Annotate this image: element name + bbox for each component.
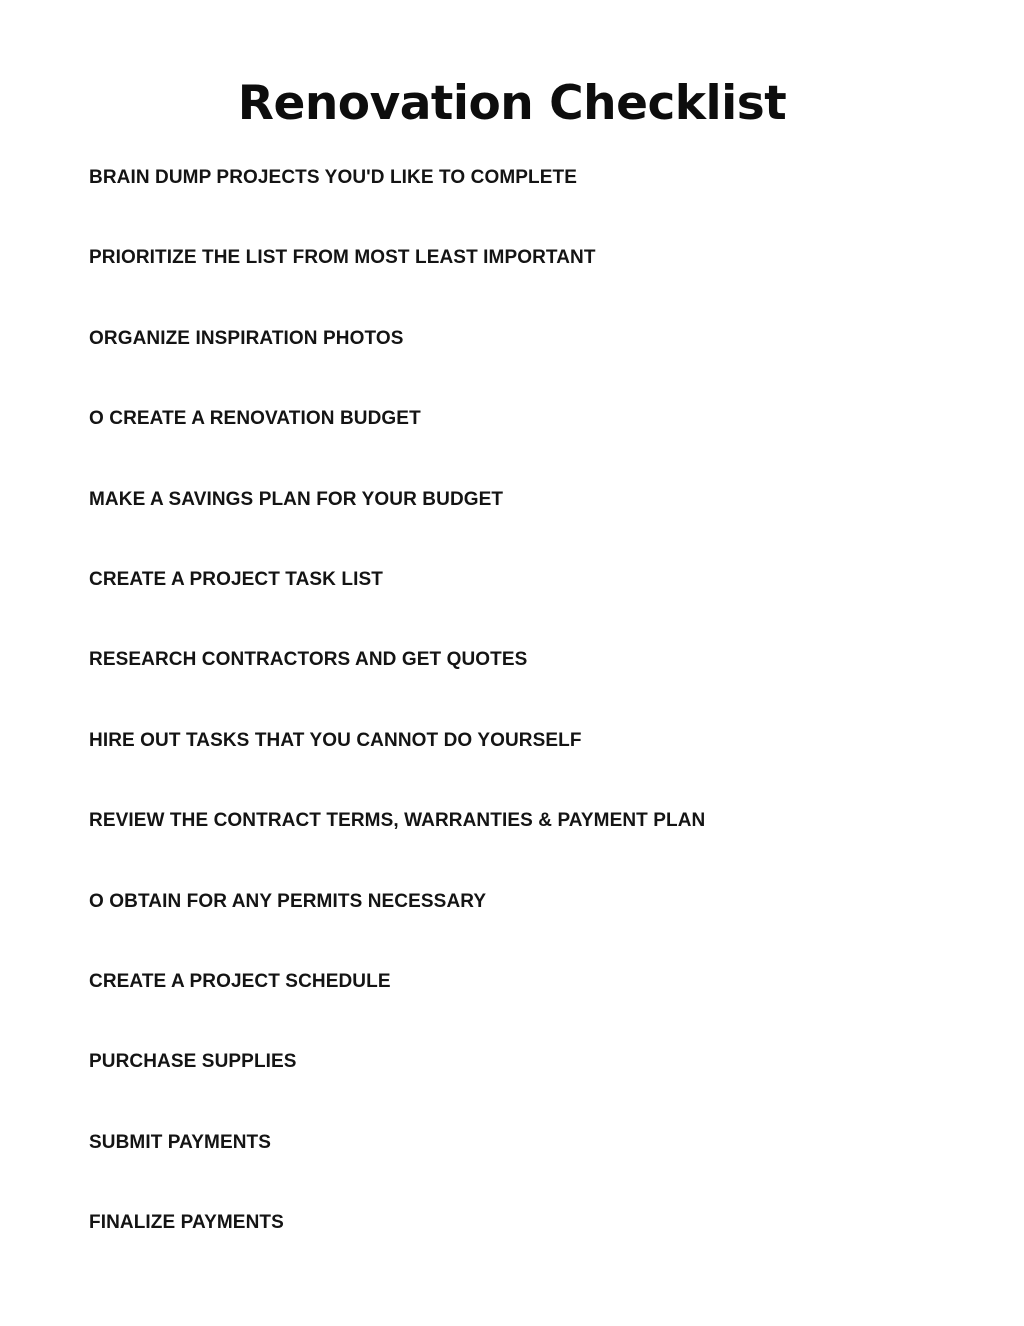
checklist-item: ORGANIZE INSPIRATION PHOTOS — [89, 327, 404, 349]
page-title: Renovation Checklist — [237, 76, 787, 131]
checklist-item: SUBMIT PAYMENTS — [89, 1131, 272, 1153]
checklist-item: RESEARCH CONTRACTORS AND GET QUOTES — [89, 649, 528, 671]
checklist-item: HIRE OUT TASKS THAT YOU CANNOT DO YOURSELF — [89, 729, 582, 751]
checklist-item: O OBTAIN FOR ANY PERMITS NECESSARY — [89, 890, 487, 912]
checklist-item: REVIEW THE CONTRACT TERMS, WARRANTIES & PAYMENT PLAN — [89, 810, 706, 832]
checklist-item: FINALIZE PAYMENTS — [89, 1212, 284, 1234]
checklist-item: MAKE A SAVINGS PLAN FOR YOUR BUDGET — [89, 488, 504, 510]
checklist-item: CREATE A PROJECT TASK LIST — [89, 568, 383, 590]
checklist-item: CREATE A PROJECT SCHEDULE — [89, 970, 391, 992]
checklist-item: O CREATE A RENOVATION BUDGET — [89, 408, 421, 430]
checklist — [89, 162, 705, 1287]
checklist-item: PRIORITIZE THE LIST FROM MOST LEAST IMPORTANT — [89, 247, 596, 269]
checklist-item: BRAIN DUMP PROJECTS YOU'D LIKE TO COMPLETE — [89, 167, 577, 188]
checklist-item: PURCHASE SUPPLIES — [89, 1051, 297, 1073]
